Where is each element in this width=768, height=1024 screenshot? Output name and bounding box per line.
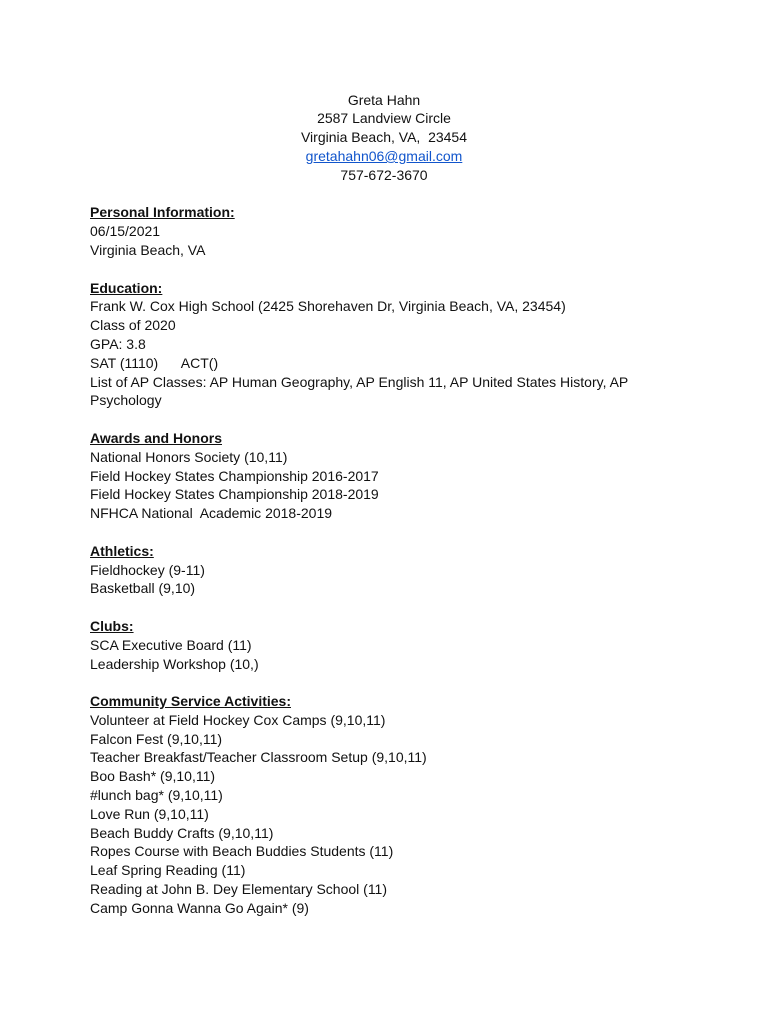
- list-item: Leaf Spring Reading (11): [90, 862, 246, 879]
- list-item: Boo Bash* (9,10,11): [90, 768, 216, 785]
- section-athletics: [90, 542, 678, 598]
- list-item: Class of 2020: [90, 317, 176, 334]
- section-heading: Personal Information:: [90, 204, 235, 221]
- section-heading: Athletics:: [90, 542, 154, 559]
- spacer: [90, 410, 678, 429]
- spacer: [90, 523, 678, 542]
- list-item: Fieldhockey (9-11): [90, 561, 205, 578]
- section-clubs: [90, 617, 678, 673]
- list-item: Leadership Workshop (10,): [90, 655, 259, 672]
- section-awards-and-honors: [90, 429, 678, 523]
- section-heading: Clubs:: [90, 617, 134, 634]
- email-link[interactable]: gretahahn06@gmail.com: [305, 147, 463, 164]
- spacer: [90, 598, 678, 617]
- list-item: GPA: 3.8: [90, 335, 146, 352]
- email-line: [90, 147, 678, 166]
- list-item: Teacher Breakfast/Teacher Classroom Setup (9,10,11): [90, 749, 427, 766]
- section-heading: Awards and Honors: [90, 429, 222, 446]
- street-address: 2587 Landview Circle: [317, 110, 451, 127]
- list-item: Love Run (9,10,11): [90, 805, 209, 822]
- list-item: Camp Gonna Wanna Go Again* (9): [90, 899, 309, 916]
- list-item: National Honors Society (10,11): [90, 448, 288, 465]
- list-item: Frank W. Cox High School (2425 Shorehaven Dr, Virginia Beach, VA, 23454): [90, 298, 566, 315]
- list-item: Field Hockey States Championship 2016-2017: [90, 467, 379, 484]
- list-item: #lunch bag* (9,10,11): [90, 787, 223, 804]
- spacer: [90, 260, 678, 279]
- list-item: Falcon Fest (9,10,11): [90, 730, 223, 747]
- contact-header: [90, 91, 678, 185]
- list-item: Basketball (9,10): [90, 580, 196, 597]
- list-item: Ropes Course with Beach Buddies Students (11): [90, 843, 394, 860]
- list-item: Field Hockey States Championship 2018-2019: [90, 486, 379, 503]
- list-item: List of AP Classes: AP Human Geography, AP English 11, AP United States History, AP Psychology: [90, 373, 632, 409]
- section-community-service: [90, 692, 678, 918]
- city-state-zip: Virginia Beach, VA, 23454: [300, 129, 468, 146]
- section-heading: Education:: [90, 279, 163, 296]
- list-item: Beach Buddy Crafts (9,10,11): [90, 824, 274, 841]
- list-item: NFHCA National Academic 2018-2019: [90, 505, 333, 522]
- list-item: SCA Executive Board (11): [90, 636, 252, 653]
- section-personal-information: [90, 203, 678, 259]
- list-item: Volunteer at Field Hockey Cox Camps (9,10,11): [90, 711, 386, 728]
- spacer: [90, 185, 678, 204]
- list-item: Virginia Beach, VA: [90, 241, 206, 258]
- section-heading: Community Service Activities:: [90, 693, 291, 710]
- list-item: 06/15/2021: [90, 223, 161, 240]
- phone-number: 757-672-3670: [340, 166, 428, 183]
- list-item: SAT (1110) ACT(): [90, 354, 219, 371]
- list-item: Reading at John B. Dey Elementary School (11): [90, 881, 388, 898]
- spacer: [90, 673, 678, 692]
- applicant-name: Greta Hahn: [347, 91, 421, 108]
- section-education: [90, 279, 678, 411]
- resume-document: [90, 91, 678, 918]
